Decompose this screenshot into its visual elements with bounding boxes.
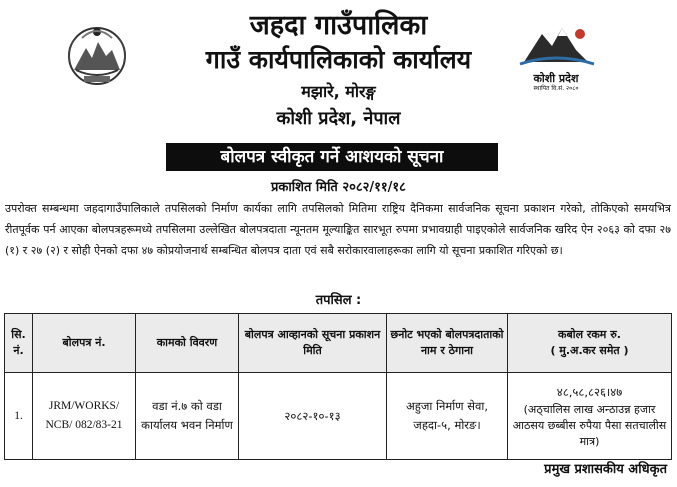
details-heading: तपसिल : [315, 293, 362, 308]
office-location: मझारे, मोरङ्ग [301, 82, 376, 101]
koshi-logo-text: कोशी प्रदेश [533, 72, 579, 85]
col-header-invite-date: बोलपत्र आव्हानको सूचना प्रकाशन मिति [239, 314, 387, 373]
award-table [4, 313, 672, 460]
office-title: जहदा गाउँपालिका [249, 10, 428, 41]
cell-bidder: अहुजा निर्माण सेवा, जहदा-५, मोरङ। [387, 373, 508, 460]
col-header-sn: सि. नं. [5, 314, 33, 373]
publish-date: प्रकाशित मिति २०८२/११/१८ [271, 180, 406, 195]
cell-sn: 1. [5, 373, 33, 460]
amount-figure: ४८,५८,८२६।४७ [556, 384, 623, 399]
cell-work: वडा नं.७ को वडा कार्यालय भवन निर्माण [136, 373, 239, 460]
table-row [5, 373, 672, 460]
cell-invite-date: २०८२-१०-१३ [239, 373, 387, 460]
amount-in-words: (अठ्चालिस लाख अन्ठाउन्न हजार आठसय छब्बीस रुपैया पैसा सतचालीस मात्र) [512, 402, 667, 448]
office-subtitle: गाउँ कार्यपालिकाको कार्यालय [205, 45, 472, 74]
amount-header-sub: ( मु.अ.कर समेत ) [550, 344, 629, 357]
table-header-row [5, 314, 672, 373]
notice-body: उपरोक्त सम्बन्धमा जहदागाउँपालिकाले तपसिलको निर्माण कार्यका लागि तपसिलको मितिमा राष्ट्रिय दैनिकमा सार्वजनिक सूचना प्रकाशन गरेको, तोकिएको समयभित्र रीतपूर्वक पर्न आएका बोलपत्रहरूमध्ये तपसिलमा उल्लेखित बोलपत्रदाता न्यूनतम मूल्याङ्कित सारभूत रुपमा प्रभावग्राही पाइएकोले सार्वजनिक खरिद ऐन २०६३ को दफा २७ (१) र २७ (२) र सोही ऐनको दफा ४७ कोप्रयोजनार्थ सम्बन्धित बोलपत्र दाता एवं सबै सरोकारवालाहरूका लागि यो सूचना प्रकाशित गरिएको छ। [5, 202, 671, 257]
koshi-logo-subtext: स्थापित वि.सं. २०८० [533, 85, 579, 92]
col-header-bid-no: बोलपत्र नं. [33, 314, 136, 373]
amount-header-label: कबोल रकम रु. [558, 328, 621, 341]
cell-amount [508, 373, 672, 460]
signatory: प्रमुख प्रशासकीय अधिकृत [544, 462, 667, 477]
office-province: कोशी प्रदेश, नेपाल [276, 108, 401, 129]
col-header-bidder: छनोट भएको बोलपत्रदाताको नाम र ठेगाना [387, 314, 508, 373]
cell-bid-no: JRM/WORKS/ NCB/ 082/83-21 [33, 373, 136, 460]
col-header-amount [508, 314, 672, 373]
col-header-work: कामको विवरण [136, 314, 239, 373]
notice-banner: बोलपत्र स्वीकृत गर्ने आशयको सूचना [166, 143, 498, 171]
